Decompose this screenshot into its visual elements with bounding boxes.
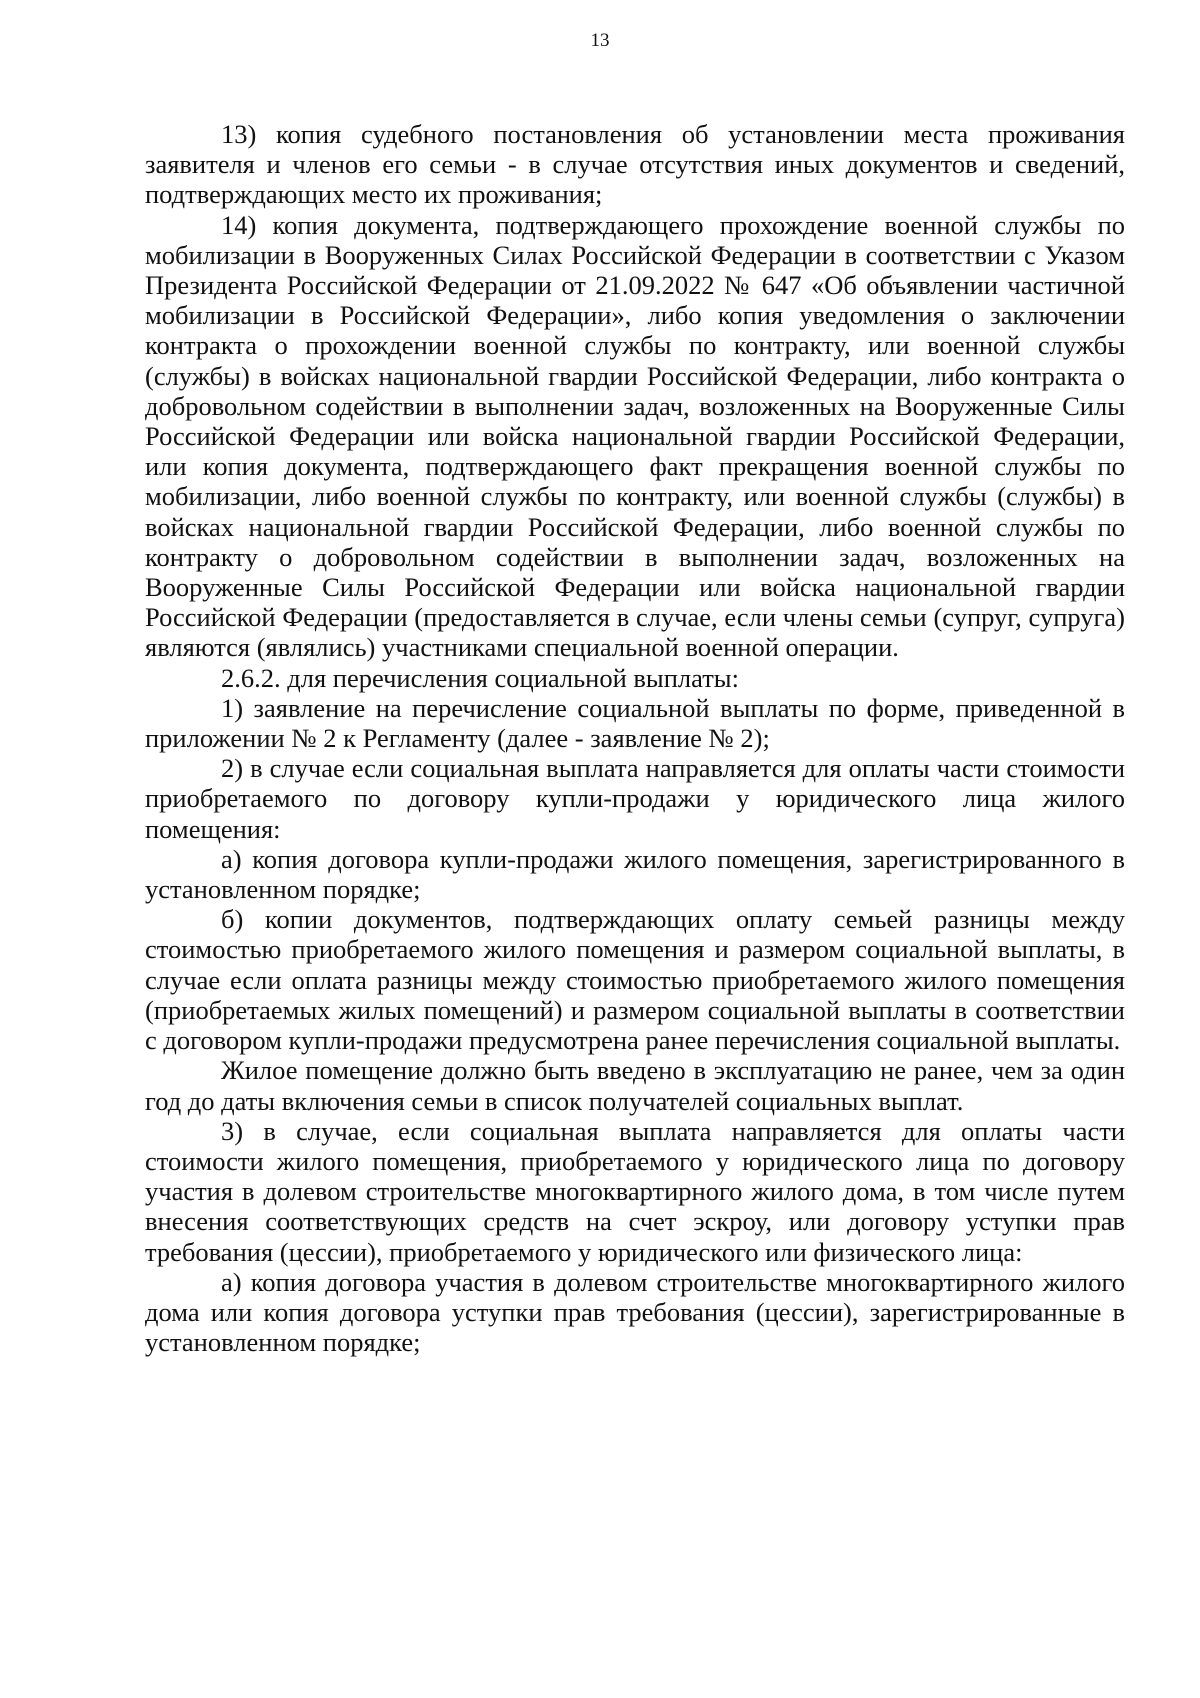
paragraph-item-13: 13) копия судебного постановления об установлении места проживания заявителя и членов его семьи - в случае отсутствия иных документов и сведений, подтверждающих место их проживания;	[145, 119, 1125, 210]
page-number: 13	[590, 30, 610, 51]
paragraph-subitem-1: 1) заявление на перечисление социальной выплаты по форме, приведенной в приложении № 2 к Регламенту (далее - заявление № 2);	[145, 692, 1125, 754]
paragraph-subitem-3a: а) копия договора участия в долевом строительстве многоквартирного жилого дома или копия договора уступки прав требования (цессии), зарегистрированные в установленном порядке;	[145, 1266, 1125, 1358]
paragraph-housing-note: Жилое помещение должно быть введено в эксплуатацию не ранее, чем за один год до даты включения семьи в список получателей социальных выплат.	[145, 1055, 1125, 1116]
paragraph-subitem-2b: б) копии документов, подтверждающих оплату семьей разницы между стоимостью приобретаемого жилого помещения и размером социальной выплаты, в случае если оплата разницы между стоимостью приобретаемого жилого помещения (приобретаемых жилых помещений) и размером социальной выплаты в соответствии с договором купли-продажи предусмотрена ранее перечисления социальной выплаты.	[145, 904, 1125, 1056]
paragraph-subitem-2: 2) в случае если социальная выплата направляется для оплаты части стоимости приобретаемого по договору купли-продажи у юридического лица жилого помещения:	[145, 753, 1125, 844]
paragraph-item-14: 14) копия документа, подтверждающего прохождение военной службы по мобилизации в Вооруженных Силах Российской Федерации в соответствии с Указом Президента Российской Федерации от 21.09.2022 № 647 «Об объявлении частичной мобилизации в Российской Федерации», либо копия уведомления о заключении контракта о прохождении военной службы по контракту, или военной службы (службы) в войсках национальной гвардии Российской Федерации, либо контракта о добровольном содействии в выполнении задач, возложенных на Вооруженные Силы Российской Федерации или войска национальной гвардии Российской Федерации, или копия документа, подтверждающего факт прекращения военной службы по мобилизации, либо военной службы по контракту, или военной службы (службы) в войсках национальной гвардии Российской Федерации, либо военной службы по контракту о добровольном содействии в выполнении задач, возложенных на Вооруженные Силы Российской Федерации или войска национальной гвардии Российской Федерации (предоставляется в случае, если члены семьи (супруг, супруга) являются (являлись) участниками специальной военной операции.	[145, 209, 1125, 663]
document-body	[145, 119, 1125, 1357]
paragraph-subitem-2a: а) копия договора купли-продажи жилого помещения, зарегистрированного в установленном порядке;	[145, 843, 1125, 905]
paragraph-subitem-3: 3) в случае, если социальная выплата направляется для оплаты части стоимости жилого помещения, приобретаемого у юридического лица по договору участия в долевом строительстве многоквартирного жилого дома, в том числе путем внесения соответствующих средств на счет эскроу, или договору уступки прав требования (цессии), приобретаемого у юридического или физического лица:	[145, 1115, 1125, 1267]
paragraph-section-2-6-2: 2.6.2. для перечисления социальной выплаты:	[221, 662, 739, 693]
